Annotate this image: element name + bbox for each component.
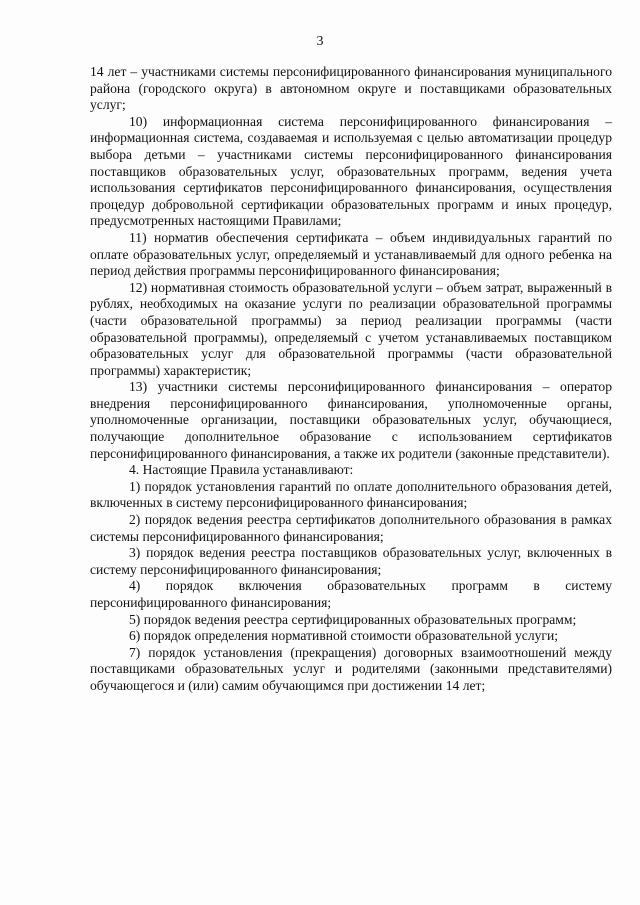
page-number: 3	[316, 34, 324, 49]
paragraph-item-10: 10) информационная система персонифицированного финансирования – информационная система, создаваемая и используемая с целью автоматизации процедур выбора детьми – участниками системы персонифицированного финансирования поставщиков образовательных услуг, образовательных программ, ведения учета использования сертификатов персонифицированного финансирования, осуществления процедур добровольной сертификации образовательных программ и иных процедур, предусмотренных настоящими Правилами;	[90, 113, 612, 229]
paragraph-item-12: 12) нормативная стоимость образовательной услуги – объем затрат, выраженный в рублях, необходимых на оказание услуги по реализации образовательной программы (части образовательной программы) за период реализации программы (части образовательной программы), определяемый с учетом устанавливаемых поставщиком образовательных услуг для образовательной программы (части образовательной программы) характеристик;	[90, 279, 612, 378]
paragraph-list-2: 2) порядок ведения реестра сертификатов дополнительного образования в рамках системы персонифицированного финансирования;	[90, 512, 612, 544]
paragraph-list-3: 3) порядок ведения реестра поставщиков образовательных услуг, включенных в систему персонифицированного финансирования;	[90, 545, 612, 577]
paragraph-list-5: 5) порядок ведения реестра сертифицированных образовательных программ;	[129, 611, 577, 627]
paragraph-item-13: 13) участники системы персонифицированного финансирования – оператор внедрения персонифицированного финансирования, уполномоченные органы, уполномоченные организации, поставщики образовательных услуг, обучающиеся, получающие дополнительное образование с использованием сертификатов персонифицированного финансирования, а также их родители (законные представители).	[90, 379, 612, 461]
paragraph-list-1: 1) порядок установления гарантий по оплате дополнительного образования детей, включенных в систему персонифицированного финансирования;	[90, 478, 612, 511]
paragraph-list-7: 7) порядок установления (прекращения) договорных взаимоотношений между поставщиками образовательных услуг и родителями (законными представителями) обучающегося и (или) самим обучающимся при достижении 14 лет;	[90, 644, 612, 693]
document-body	[90, 64, 612, 695]
paragraph-item-11: 11) норматив обеспечения сертификата – объем индивидуальных гарантий по оплате образовательных услуг, определяемый и устанавливаемый для одного ребенка на период действия программы персонифицированного финансирования;	[90, 229, 612, 279]
paragraph-list-4: 4) порядок включения образовательных программ в систему персонифицированного финансирования;	[90, 578, 612, 610]
paragraph-list-6: 6) порядок определения нормативной стоимости образовательной услуги;	[129, 628, 559, 644]
paragraph-continuation: 14 лет – участниками системы персонифицированного финансирования муниципального района (городского округа) в автономном округе и поставщиками образовательных услуг;	[90, 64, 612, 113]
paragraph-section-4: 4. Настоящие Правила устанавливают:	[129, 462, 354, 478]
